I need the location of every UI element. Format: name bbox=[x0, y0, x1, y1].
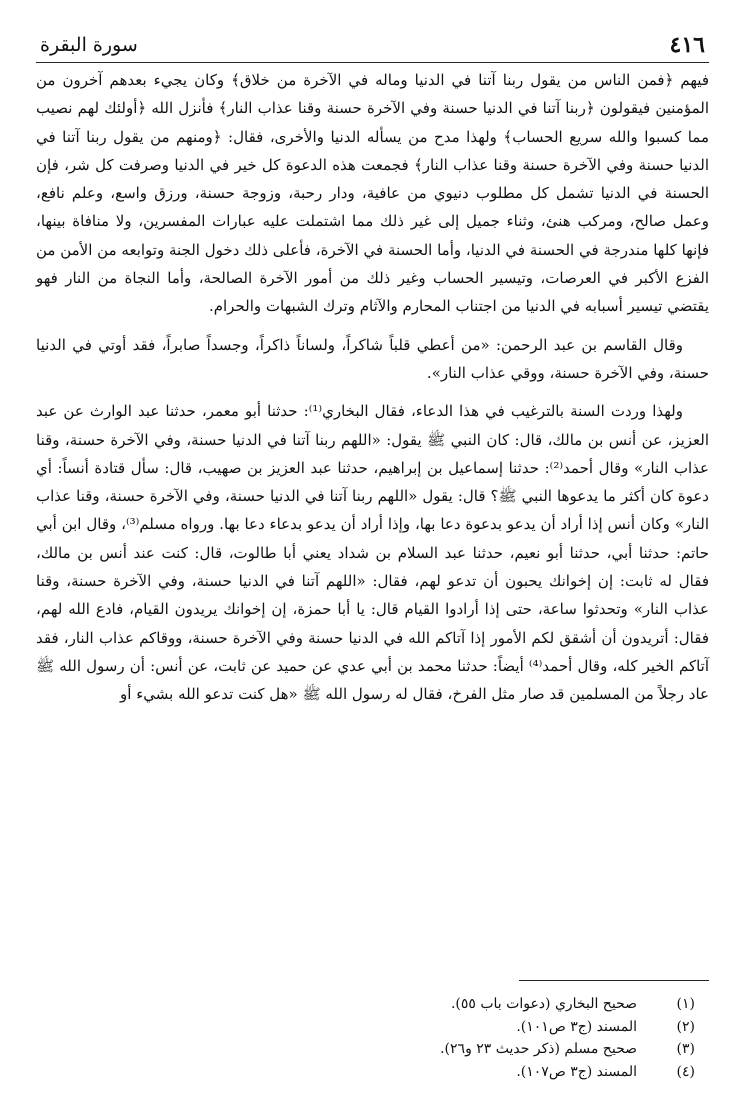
running-header bbox=[36, 28, 709, 63]
footnote-3 bbox=[36, 1038, 695, 1061]
footnote-text: المسند (ج٣ ص١٠١). bbox=[516, 1018, 637, 1035]
footnotes bbox=[36, 993, 695, 1083]
footnote-1 bbox=[36, 993, 695, 1016]
footnote-text: صحيح البخاري (دعوات باب ٥٥). bbox=[450, 996, 637, 1012]
footnote-text: صحيح مسلم (ذكر حديث ٢٣ و٢٦). bbox=[440, 1041, 637, 1057]
paragraph-2: وقال القاسم بن عبد الرحمن: «من أعطي قلباً شاكراً، ولساناً ذاكراً، وجسداً صابراً، فقد أوتي في الدنيا حسنة، وفي الآخرة حسنة، ووقي عذاب النار». bbox=[36, 335, 709, 382]
footnote-number: (٤) bbox=[676, 1063, 695, 1080]
footnote-2 bbox=[36, 1016, 695, 1039]
footnote-divider bbox=[519, 980, 709, 981]
footnote-4 bbox=[36, 1061, 695, 1084]
paragraph-1: فيهم ﴿فمن الناس من يقول ربنا آتنا في الدنيا وماله في الآخرة من خلاق﴾ وكان يجيء بعدهم آخرون من المؤمنين فيقولون ﴿ربنا آتنا في الدنيا حسنة وفي الآخرة حسنة وقنا عذاب النار﴾ فأنزل الله ﴿أولئك لهم نصيب مما كسبوا والله سريع الحساب﴾ ولهذا مدح من يسأله الدنيا والأخرى، فقال: ﴿ومنهم من يقول ربنا آتنا في الدنيا حسنة وفي الآخرة حسنة وقنا عذاب النار﴾ فجمعت هذه الدعوة كل خير في الدنيا وصرفت كل شر، فإن الحسنة في الدنيا تشمل كل مطلوب دنيوي من عافية، ودار رحبة، وزوجة حسنة، ورزق واسع، وعلم نافع، وعمل صالح، ومركب هنئ، وثناء جميل إلى غير ذلك مما اشتملت عليه عبارات المفسرين، ولا منافاة بينها، فإنها كلها مندرجة في الحسنة في الدنيا، وأما الحسنة في الآخرة، فأعلى ذلك دخول الجنة وتوابعه من الأمن من الفزع الأكبر في العرصات، وتيسير الحساب وغير ذلك من أمور الآخرة الصالحة، وأما النجاة من النار فهو يقتضي تيسير أسبابه في الدنيا من اجتناب المحارم والآثام وترك الشبهات والحرام. bbox=[36, 71, 709, 316]
footnote-number: (٢) bbox=[676, 1018, 695, 1035]
paragraph-3: ولهذا وردت السنة بالترغيب في هذا الدعاء، فقال البخاري⁽¹⁾: حدثنا أبو معمر، حدثنا عبد الوارث عن عبد العزيز، عن أنس بن مالك، قال: كان النبي ﷺ يقول: «اللهم ربنا آتنا في الدنيا حسنة، وفي الآخرة حسنة، وقنا عذاب النار» وقال أحمد⁽²⁾: حدثنا إسماعيل بن إبراهيم، حدثنا عبد العزيز بن صهيب، قال: سأل قتادة أنساً: أي دعوة كان أكثر ما يدعوها النبي ﷺ؟ قال: يقول «اللهم ربنا آتنا في الدنيا حسنة، وفي الآخرة حسنة، وقنا عذاب النار» وكان أنس إذا أراد أن يدعو بدعوة دعا بها، وإذا أراد أن يدعو بدعاء دعا بها. ورواه مسلم⁽³⁾، وقال ابن أبي حاتم: حدثنا أبي، حدثنا أبو نعيم، حدثنا عبد السلام بن شداد يعني أبا طالوت، قال: كنت عند أنس بن مالك، فقال له ثابت: إن إخوانك يحبون أن تدعو لهم، فقال: «اللهم آتنا في الدنيا حسنة، وفي الآخرة حسنة، وقنا عذاب النار» وتحدثوا ساعة، حتى إذا أرادوا القيام قال: يا أبا حمزة، إن إخوانك يريدون القيام، فادع الله لهم، فقال: أتريدون أن أشقق لكم الأمور إذا آتاكم الله في الدنيا حسنة وفي الآخرة حسنة، ووقاكم عذاب النار، فقد آتاكم الخير كله، وقال أحمد⁽⁴⁾ أيضاً: حدثنا محمد بن أبي عدي عن حميد عن ثابت، عن أنس: أن رسول الله ﷺ عاد رجلاً من المسلمين قد صار مثل الفرخ، فقال له رسول الله ﷺ «هل كنت تدعو الله بشيء أو bbox=[36, 402, 709, 704]
page-number: ٤١٦ bbox=[669, 32, 705, 58]
footnote-number: (١) bbox=[676, 996, 695, 1012]
footnote-number: (٣) bbox=[676, 1041, 695, 1057]
main-text bbox=[36, 66, 709, 709]
footnote-text: المسند (ج٣ ص١٠٧). bbox=[516, 1063, 637, 1080]
surah-title: سورة البقرة bbox=[40, 34, 138, 56]
